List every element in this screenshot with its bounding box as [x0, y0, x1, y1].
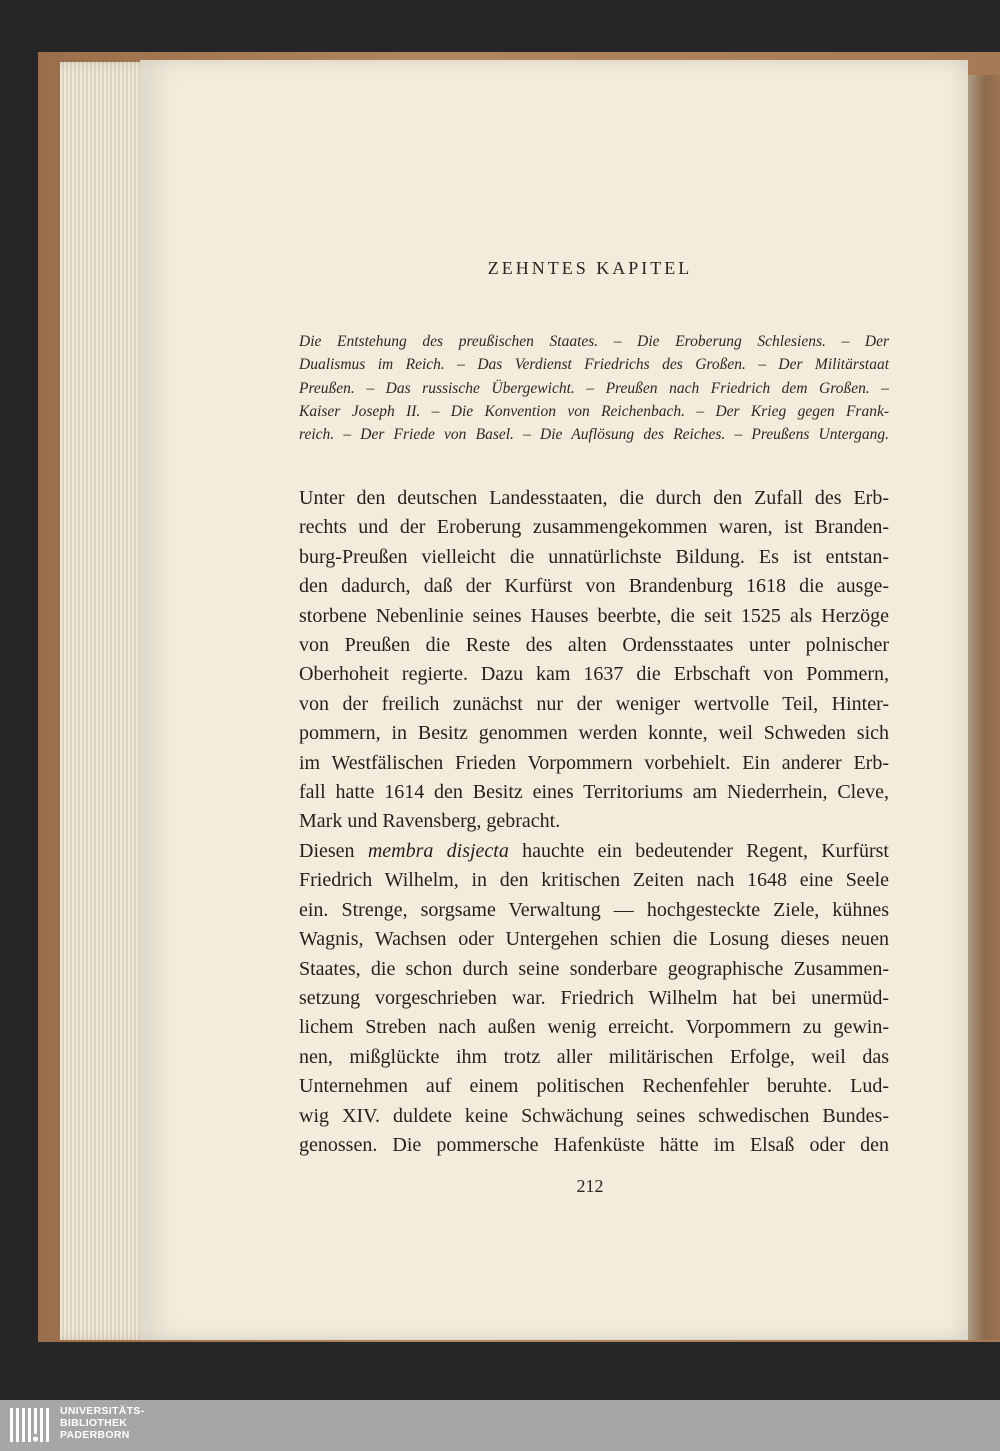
library-name [60, 1405, 144, 1441]
library-name-line: PADERBORN [60, 1429, 130, 1441]
text-line: lichem Streben nach außen wenig erreicht. Vorpommern zu gewin- [299, 1016, 889, 1039]
text-line: ein. Strenge, sorgsame Verwaltung — hochgesteckte Ziele, kühnes [299, 898, 889, 921]
text-line: setzung vorgeschrieben war. Friedrich Wilhelm hat bei unermüd- [299, 986, 889, 1009]
summary-line: Die Entstehung des preußischen Staates. – Die Eroberung Schlesiens. – Der [299, 333, 889, 350]
chapter-title: ZEHNTES KAPITEL [487, 258, 693, 278]
text-line: nen, mißglückte ihm trotz aller militärischen Erfolge, weil das [299, 1045, 889, 1068]
text-line: Unternehmen auf einem politischen Rechenfehler beruhte. Lud- [299, 1075, 889, 1098]
text-line: fall hatte 1614 den Besitz eines Territoriums am Niederrhein, Cleve, [299, 781, 889, 804]
summary-line: reich. – Der Friede von Basel. – Die Auflösung des Reiches. – Preußens Untergang. [299, 426, 889, 444]
summary-line: Kaiser Joseph II. – Die Konvention von Reichenbach. – Der Krieg gegen Frank- [299, 402, 889, 420]
page-number: 212 [576, 1176, 604, 1196]
text-line [299, 837, 889, 866]
text-fragment: Diesen [299, 839, 368, 862]
text-line: von Preußen die Reste des alten Ordensstaates unter polnischer [299, 634, 889, 657]
paragraph-2 [299, 837, 889, 1160]
footer-bar [0, 1400, 1000, 1451]
italic-phrase: membra disjecta [367, 839, 509, 862]
summary-line: Preußen. – Das russische Übergewicht. – Preußen nach Friedrich dem Großen. – [299, 379, 889, 397]
body-text [299, 484, 889, 1160]
text-line: storbene Nebenlinie seines Hauses beerbte, die seit 1525 als Herzöge [299, 604, 889, 627]
text-line: pommern, in Besitz genommen werden konnte, weil Schweden sich [299, 722, 889, 745]
text-fragment: hauchte ein bedeutender Regent, Kurfürst [508, 839, 889, 862]
text-line: wig XIV. duldete keine Schwächung seines schwedischen Bundes- [299, 1104, 889, 1127]
paragraph-1 [299, 484, 889, 837]
text-line: Staates, die schon durch seine sonderbare geographische Zusammen- [299, 957, 889, 980]
text-line: Wagnis, Wachsen oder Untergehen schien die Losung dieses neuen [299, 928, 889, 951]
text-line: Mark und Ravensberg, gebracht. [299, 810, 561, 833]
text-line: im Westfälischen Frieden Vorpommern vorbehielt. Ein anderer Erb- [299, 751, 889, 774]
chapter-summary [299, 330, 889, 446]
library-name-line: BIBLIOTHEK [60, 1417, 128, 1429]
text-line: Oberhoheit regierte. Dazu kam 1637 die Erbschaft von Pommern, [299, 663, 889, 686]
text-line: rechts und der Eroberung zusammengekommen waren, ist Branden- [299, 516, 889, 539]
library-logo-icon [8, 1405, 52, 1445]
library-name-line: UNIVERSITÄTS- [60, 1405, 145, 1417]
text-line: von der freilich zunächst nur der weniger wertvolle Teil, Hinter- [299, 692, 889, 715]
text-line: burg-Preußen vielleicht die unnatürlichste Bildung. Es ist entstan- [299, 545, 889, 568]
text-line: den dadurch, daß der Kurfürst von Brandenburg 1618 die ausge- [299, 575, 889, 598]
summary-line: Dualismus im Reich. – Das Verdienst Friedrichs des Großen. – Der Militärstaat [299, 356, 889, 374]
text-line: Unter den deutschen Landesstaaten, die durch den Zufall des Erb- [299, 487, 889, 509]
text-line: Friedrich Wilhelm, in den kritischen Zeiten nach 1648 eine Seele [299, 869, 889, 892]
text-line: genossen. Die pommersche Hafenküste hätte im Elsaß oder den [299, 1133, 889, 1156]
